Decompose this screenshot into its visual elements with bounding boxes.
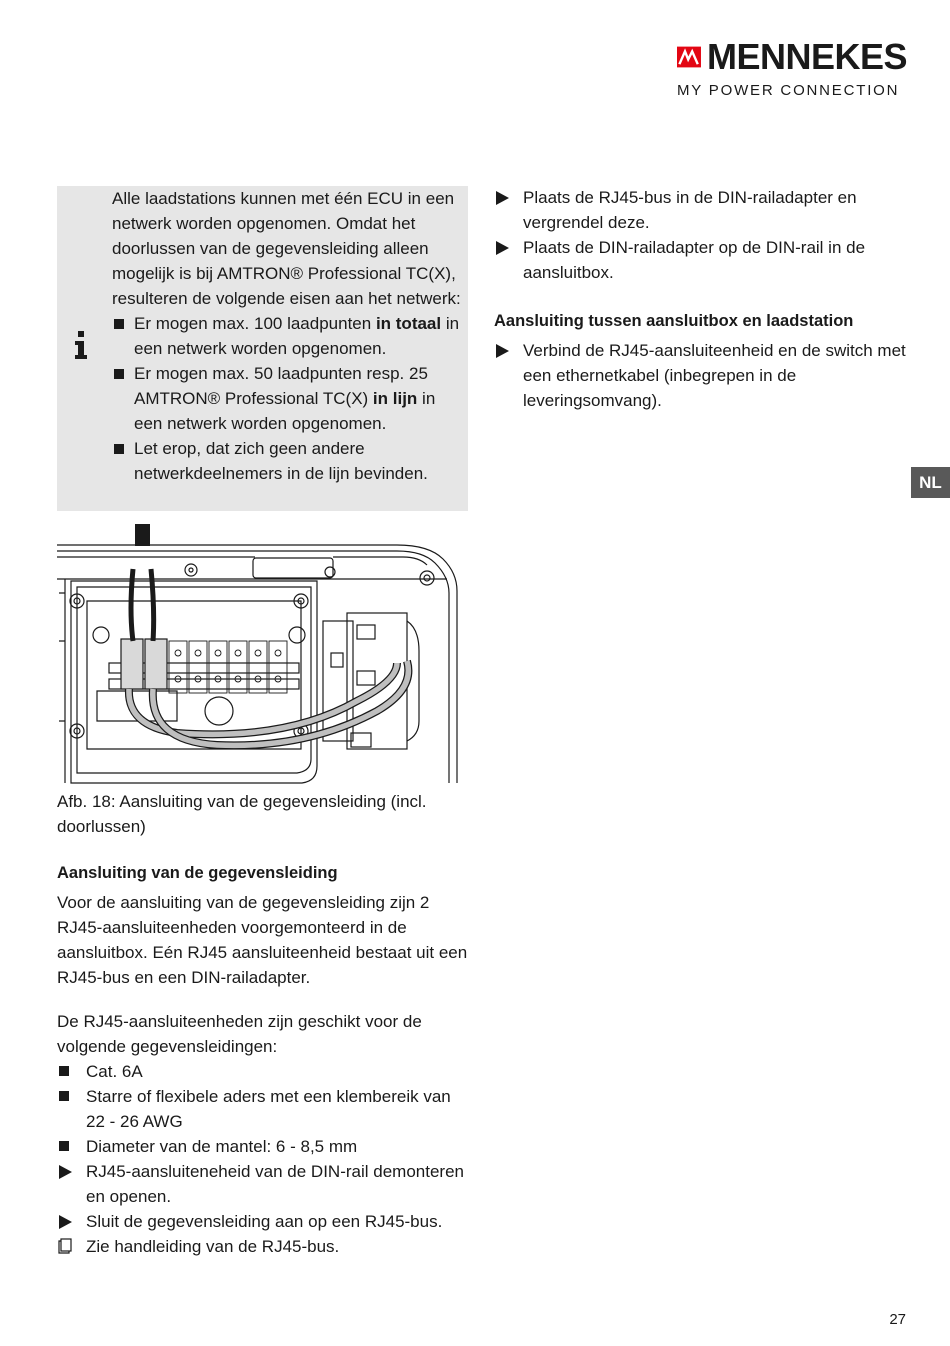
bullet-square-icon bbox=[59, 1141, 69, 1151]
figure-caption: Afb. 18: Aansluiting van de gegevensleiding (incl. doorlussen) bbox=[57, 792, 427, 836]
info-list-item bbox=[112, 311, 462, 361]
list-item bbox=[57, 1234, 472, 1259]
instruction-steps bbox=[494, 338, 909, 413]
bullet-square-icon bbox=[59, 1066, 69, 1076]
manual-book-icon bbox=[58, 1238, 72, 1254]
section-paragraph: Voor de aansluiting van de gegevensleiding zijn 2 RJ45-aansluiteenheden voorgemonteerd in de aansluitbox. Eén RJ45 aansluiteenheid bestaat uit een RJ45-bus en een DIN-railadapter. bbox=[57, 893, 468, 987]
bullet-square-icon bbox=[114, 444, 124, 454]
info-intro: Alle laadstations kunnen met één ECU in een netwerk worden opgenomen. Omdat het doorlussen van de gegevensleiding alleen mogelijk is bij AMTRON® Professional TC(X), resulteren de volgende eisen aan het netwerk: bbox=[112, 189, 461, 308]
step-item bbox=[494, 235, 909, 285]
info-item-bold: in lijn bbox=[372, 389, 418, 408]
brand-name: MENNEKES bbox=[706, 36, 907, 77]
info-item-text: Er mogen max. 100 laadpunten bbox=[134, 314, 376, 333]
list-item-text: RJ45-aansluiteneheid van de DIN-rail demonteren en openen. bbox=[86, 1162, 464, 1206]
list-item bbox=[57, 1059, 472, 1084]
section-heading: Aansluiting tussen aansluitbox en laadstation bbox=[494, 312, 854, 330]
list-item bbox=[57, 1209, 472, 1234]
info-text bbox=[112, 186, 462, 486]
language-tab: NL bbox=[911, 467, 950, 498]
bullet-square-icon bbox=[114, 319, 124, 329]
list-item-text: Zie handleiding van de RJ45-bus. bbox=[86, 1237, 340, 1256]
info-item-text: Let erop, dat zich geen andere netwerkdeelnemers in de lijn bevinden. bbox=[134, 439, 428, 483]
arrow-right-icon bbox=[59, 1215, 72, 1229]
section-heading: Aansluiting van de gegevensleiding bbox=[57, 864, 338, 882]
step-item bbox=[494, 338, 909, 413]
mennekes-mark-icon bbox=[677, 42, 701, 72]
list-item-text: Sluit de gegevensleiding aan op een RJ45-bus. bbox=[86, 1212, 443, 1231]
wiring-illustration bbox=[57, 521, 465, 786]
arrow-right-icon bbox=[496, 241, 509, 255]
step-item bbox=[494, 185, 909, 235]
list-item-text: Cat. 6A bbox=[86, 1062, 143, 1081]
info-item-text: in een netwerk worden opgenomen. bbox=[134, 389, 436, 433]
list-item-text: Starre of flexibele aders met een klembereik van 22 - 26 AWG bbox=[86, 1087, 451, 1131]
info-icon bbox=[73, 331, 89, 359]
info-item-text: Er mogen max. 50 laadpunten resp. 25 AMTRON® Professional TC(X) bbox=[134, 364, 428, 408]
arrow-right-icon bbox=[496, 344, 509, 358]
page-number: 27 bbox=[889, 1311, 906, 1328]
section-paragraph: De RJ45-aansluiteenheden zijn geschikt voor de volgende gegevensleidingen: bbox=[57, 1012, 422, 1056]
brand-tagline: MY POWER CONNECTION bbox=[677, 82, 900, 99]
info-item-text: in een netwerk worden opgenomen. bbox=[134, 314, 460, 358]
list-item bbox=[57, 1134, 472, 1159]
instruction-steps bbox=[494, 185, 909, 285]
arrow-right-icon bbox=[59, 1165, 72, 1179]
cable-requirements-list bbox=[57, 1059, 472, 1259]
bullet-square-icon bbox=[59, 1091, 69, 1101]
mennekes-logo bbox=[677, 36, 907, 99]
info-list bbox=[112, 311, 462, 486]
info-item-bold: in totaal bbox=[375, 314, 442, 333]
info-list-item bbox=[112, 436, 462, 486]
step-text: Verbind de RJ45-aansluiteenheid en de switch met een ethernetkabel (inbegrepen in de leveringsomvang). bbox=[523, 341, 906, 410]
info-list-item bbox=[112, 361, 462, 436]
list-item bbox=[57, 1159, 472, 1209]
arrow-right-icon bbox=[496, 191, 509, 205]
info-box bbox=[57, 186, 468, 511]
bullet-square-icon bbox=[114, 369, 124, 379]
step-text: Plaats de DIN-railadapter op de DIN-rail in de aansluitbox. bbox=[523, 238, 866, 282]
step-text: Plaats de RJ45-bus in de DIN-railadapter en vergrendel deze. bbox=[523, 188, 857, 232]
list-item-text: Diameter van de mantel: 6 - 8,5 mm bbox=[86, 1137, 358, 1156]
list-item bbox=[57, 1084, 472, 1134]
